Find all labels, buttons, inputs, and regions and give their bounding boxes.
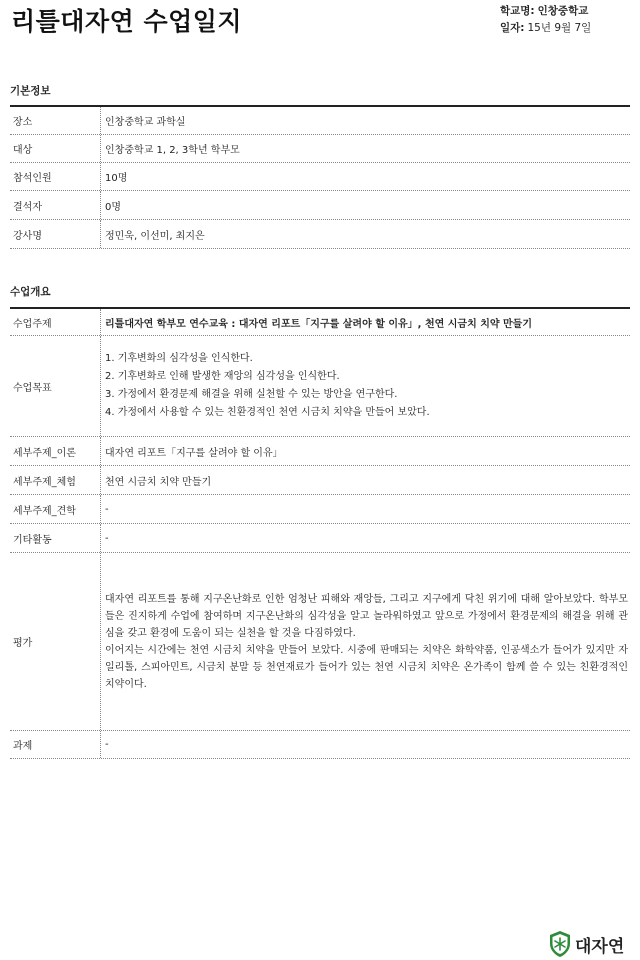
experience-label: 세부주제_체험 <box>10 466 101 494</box>
goal-item: 2. 기후변화로 인해 발생한 재앙의 심각성을 인식한다. <box>105 371 340 382</box>
other-activity-row <box>10 524 630 553</box>
info-label: 강사명 <box>10 220 101 248</box>
info-value: 정민욱, 이선미, 최지은 <box>105 230 205 242</box>
header-meta <box>500 3 591 37</box>
other-activity-value: - <box>105 532 109 544</box>
goal-item: 3. 가정에서 환경문제 해결을 위해 실천할 수 있는 방안을 연구한다. <box>105 389 398 400</box>
experience-row <box>10 466 630 495</box>
topic-label: 수업주제 <box>10 309 101 335</box>
info-label: 참석인원 <box>10 163 101 190</box>
info-value: 10명 <box>105 173 128 184</box>
goal-list <box>101 336 630 436</box>
page-title: 리틀대자연 수업일지 <box>11 7 243 36</box>
brand-logo <box>548 929 624 959</box>
theory-label: 세부주제_이론 <box>10 437 101 465</box>
overview-title: 수업개요 <box>10 286 51 298</box>
goal-item: 1. 기후변화의 심각성을 인식한다. <box>105 353 253 364</box>
other-activity-label: 기타활동 <box>10 524 101 552</box>
info-row-absent <box>10 191 630 220</box>
date-label: 일자: <box>500 22 525 34</box>
shield-snowflake-icon <box>548 930 572 958</box>
date-row <box>500 20 591 37</box>
homework-label: 과제 <box>10 731 101 758</box>
evaluation-row <box>10 553 630 731</box>
goal-item: 4. 가정에서 사용할 수 있는 친환경적인 천연 시금치 치약을 만들어 보았다. <box>105 407 430 418</box>
basic-info-section <box>10 84 630 249</box>
basic-info-title: 기본정보 <box>10 85 51 97</box>
goal-row <box>10 336 630 437</box>
school-label: 학교명: <box>500 5 535 17</box>
info-label: 대상 <box>10 135 101 162</box>
evaluation-paragraph: 이어지는 시간에는 천연 시금치 치약을 만들어 보았다. 시중에 판매되는 치약은 화학약품, 인공색소가 들어가 있지만 자일리톨, 스피아민트, 시금치 분말 등 천연재료가 들어가 있는 천연 시금치 치약은 온가족이 함께 쓸 수 있는 친환경적인 치약이다. <box>105 644 628 690</box>
field-trip-label: 세부주제_견학 <box>10 495 101 523</box>
theory-value: 대자연 리포트「지구를 살려야 할 이유」 <box>105 447 283 459</box>
info-value: 인창중학교 1, 2, 3학년 학부모 <box>105 145 240 156</box>
school-row <box>500 3 591 20</box>
date-value: 15년 9월 7일 <box>527 22 592 34</box>
topic-row <box>10 309 630 336</box>
topic-value: 리틀대자연 학부모 연수교육 : 대자연 리포트「지구를 살려야 할 이유」, 천연 시금치 치약 만들기 <box>105 318 532 330</box>
info-label: 결석자 <box>10 191 101 219</box>
info-row-target <box>10 135 630 163</box>
overview-section <box>10 285 630 759</box>
evaluation-label: 평가 <box>10 553 101 730</box>
info-value: 0명 <box>105 201 122 213</box>
brand-logo-text: 대자연 <box>575 936 625 957</box>
info-label: 장소 <box>10 107 101 134</box>
info-row-instructor <box>10 220 630 249</box>
info-value: 인창중학교 과학실 <box>105 117 186 128</box>
homework-row <box>10 731 630 759</box>
info-row-place <box>10 107 630 135</box>
experience-value: 천연 시금치 치약 만들기 <box>105 476 212 488</box>
homework-value: - <box>105 739 109 750</box>
theory-row <box>10 437 630 466</box>
evaluation-text <box>101 553 630 730</box>
school-value: 인창중학교 <box>537 5 589 17</box>
goal-label: 수업목표 <box>10 336 101 436</box>
field-trip-row <box>10 495 630 524</box>
info-row-attendance <box>10 163 630 191</box>
field-trip-value: - <box>105 503 109 515</box>
evaluation-paragraph: 대자연 리포트를 통해 지구온난화로 인한 엄청난 피해와 재앙들, 그리고 지구에게 닥친 위기에 대해 알아보았다. 학부모들은 진지하게 수업에 참여하며 지구온난화의 심각성을 알고 놀라워하였고 앞으로 가정에서 환경문제의 해결을 위해 관심을 갖고 환경에 도움이 되는 실천을 할 것을 다짐하였다. <box>105 593 628 639</box>
